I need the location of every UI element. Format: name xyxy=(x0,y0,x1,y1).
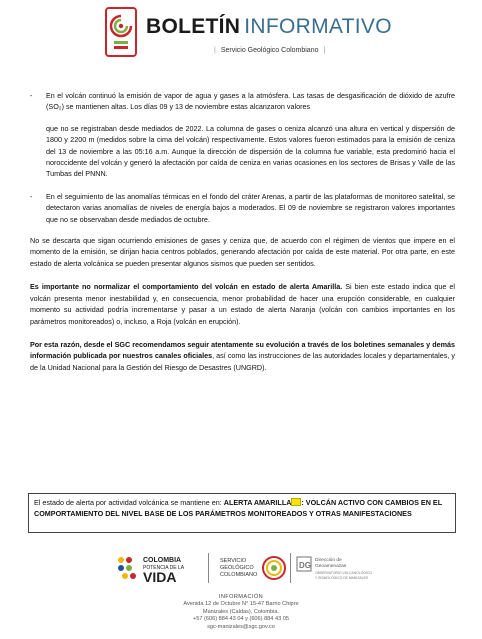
bullet2-text: En el seguimiento de las anomalías térmicas en el fondo del cráter Arenas, a partir de las plataformas de monitoreo satelital, se detectaron varias anomalías de niveles de energía bajos a moderados. El 09 de noviembre se registraron valores importantes que no se observaban desde mediados de octubre. xyxy=(46,191,455,224)
email-link[interactable]: sgc-manizales@sgc.gov.co xyxy=(207,623,275,630)
paragraph-normalize xyxy=(30,281,455,327)
title-bold: BOLETÍN xyxy=(146,15,241,38)
dg-line4: Y SISMOLÓGICO DE MANIZALES xyxy=(315,576,369,580)
colombia-line1: COLOMBIA xyxy=(143,557,182,564)
colombia-line3: VIDA xyxy=(143,569,177,585)
title-light: INFORMATIVO xyxy=(244,15,392,38)
sgc-footer-logo xyxy=(218,553,290,585)
sgc-line1: SERVICIO xyxy=(220,558,247,564)
svg-text:DG: DG xyxy=(299,561,311,570)
dg-line1: Dirección de xyxy=(315,558,342,563)
info-heading: INFORMACIÓN xyxy=(218,594,264,600)
bullet-item: - En el seguimiento de las anomalías térmicas en el fondo del cráter Arenas, a partir de las plataformas de monitoreo satelital, se detectaron varias anomalías de niveles de energía bajos a moderados. El 09 de noviembre se registraron valores importantes que no se observaban desde mediados de octubre. xyxy=(30,191,455,224)
org-subtitle: | Servicio Geológico Colombiano | xyxy=(214,47,326,54)
sgc-line3: COLOMBIANO xyxy=(220,572,258,578)
bulletin-body xyxy=(30,90,455,373)
alert-status-box xyxy=(28,493,456,533)
paragraph-recommendation-bold: Por esta razón, desde el SGC recomendamos seguir atentamente su evolución a través de los boletines semanales y demás información publicada por nuestros canales oficiales xyxy=(30,339,455,361)
alert-yellow-square xyxy=(291,498,301,506)
paragraph-normalize-bold: Es importante no normalizar el comportamiento del volcán en estado de alerta Amarilla. xyxy=(30,282,343,292)
address-line: Avenida 12 de Octubre N° 15-47 Barrio Chipre xyxy=(183,601,299,608)
footer-contact xyxy=(0,594,482,631)
bullet1-part1: En el volcán continuó la emisión de vapor de agua y gases a la atmósfera. Las tasas de desgasificación de dióxido de azufre (SO₂) se mantienen altas. Los días 09 y 13 de noviembre estas alcanzaron valores xyxy=(46,91,455,112)
colombia-potencia-vida-logo xyxy=(113,553,205,585)
bullet-item: - En el volcán continuó la emisión de vapor de agua y gases a la atmósfera. Las tasas de desgasificación de dióxido de azufre (SO₂) se mantienen altas. Los días 09 y 13 de noviembre estas alcanzaron valores que no se registraban desde mediados de 2022. La columna de gases o ceniza alcanzó una altura en vertical y dispersión de 1800 y 2200 m (medidos sobre la cima del volcán) respectivamente. Estos valores fueron estimados para la emisión de ceniza del 13 de noviembre a las 05:16 a.m. Aunque la dirección de dispersión de la columna fue variable, esta predominó hacia el noroccidente del volcán y generó la afectación por caída de ceniza en varias ocasiones en los sectores de Brisas y Valle de las Tumbas del PNNN. xyxy=(30,91,455,179)
paragraph-normalize-rest: Si bien este estado indica que el volcán presenta menor inestabilidad y, en consecuencia, menor probabilidad de hacer una erupción considerable, en cualquier momento su actividad podría incrementarse y pasar a un estado de alerta Naranja (volcán con cambios importantes en los parámetros monitoreados) o, incluso, a Roja (volcán en erupción). xyxy=(30,282,455,326)
bulletin-header xyxy=(104,6,404,62)
paragraph-recommendation-rest: , así como las instrucciones de las autoridades locales y departamentales, y de la Unidad Nacional para la Gestión del Riesgo de Desastres (UNGRD). xyxy=(30,351,456,372)
city-line: Manizales (Caldas), Colombia. xyxy=(202,608,280,615)
footer-logos xyxy=(0,549,482,589)
dg-line2: Geoamenazas xyxy=(315,564,347,569)
sgc-logo-icon xyxy=(104,6,140,58)
geoamenazas-logo xyxy=(296,553,376,585)
paragraph-gases: No se descarta que sigan ocurriendo emisiones de gases y ceniza que, de acuerdo con el régimen de vientos que impere en el momento de la emisión, se dirijan hacia centros poblados, generando afectación por caída de este material. Por otra parte, en este estado de alerta volcánica se pueden presentar algunos sismos que pueden ser sentidos. xyxy=(30,236,455,268)
sgc-line2: GEOLÓGICO xyxy=(220,565,254,571)
dg-line3: OBSERVATORIO VULCANOLÓGICO xyxy=(315,571,373,575)
alert-description: : VOLCÁN ACTIVO CON CAMBIOS EN EL COMPORTAMIENTO DEL NIVEL BASE DE LOS PARÁMETROS MONITOREADOS Y OTRAS MANIFESTACIONES xyxy=(34,498,442,519)
alert-level: ALERTA AMARILLA xyxy=(223,498,292,507)
alert-intro: El estado de alerta por actividad volcánica se mantiene en: xyxy=(34,498,224,507)
paragraph-recommendation xyxy=(30,339,455,373)
colombia-line2: POTENCIA DE LA xyxy=(143,565,185,571)
bulletin-title xyxy=(146,15,392,39)
org-name: Servicio Geológico Colombiano xyxy=(220,47,319,54)
phones-line: +57 (606) 884 43 04 y (606) 884 43 05 xyxy=(193,616,289,623)
bullet1-part2: que no se registraban desde mediados de 2022. La columna de gases o ceniza alcanzó una altura en vertical y dispersión de 1800 y 2200 m (medidos sobre la cima del volcán) respectivamente. Estos valores fueron estimados para la emisión de ceniza del 13 de noviembre a las 05:16 a.m. Aunque la dirección de dispersión de la columna fue variable, esta predominó hacia el noroccidente del volcán y generó la afectación por caída de ceniza en varias ocasiones en los sectores de Brisas y Valle de las Tumbas del PNNN. xyxy=(46,123,455,179)
